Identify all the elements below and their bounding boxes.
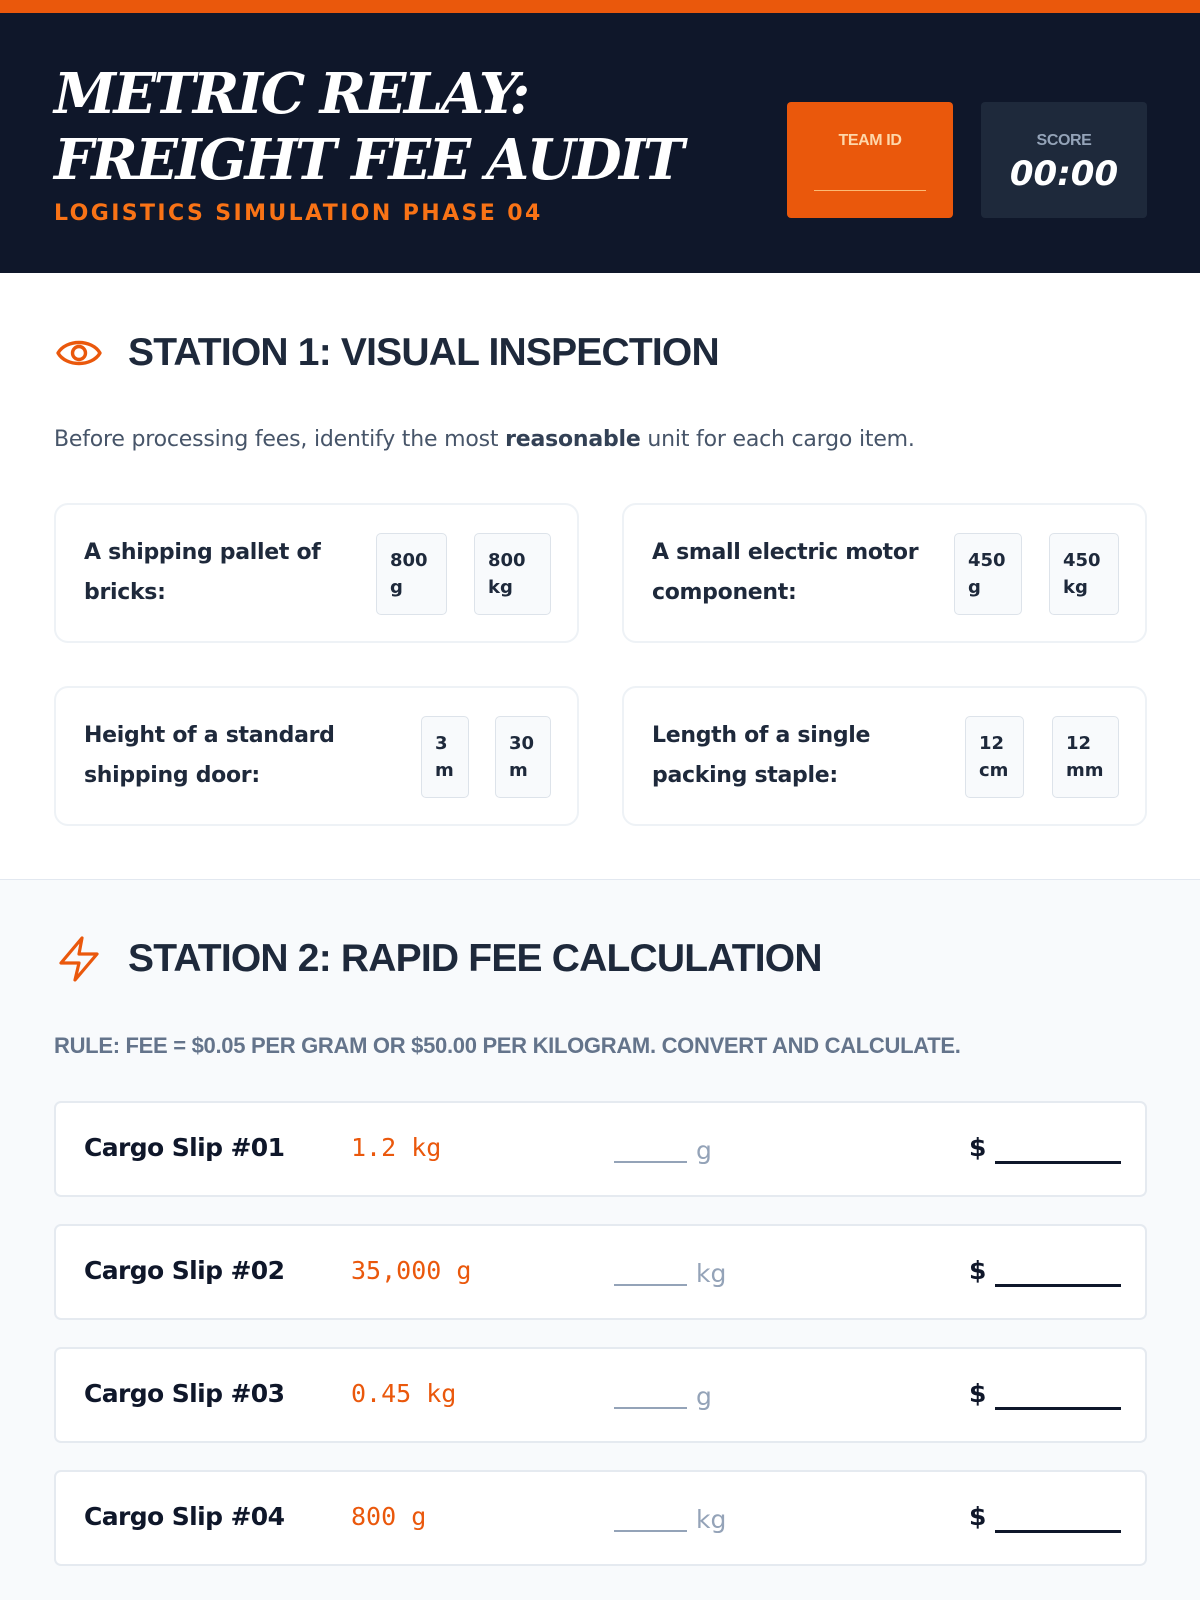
fee-input[interactable] xyxy=(995,1407,1121,1410)
unit-option[interactable] xyxy=(474,533,551,615)
unit-option[interactable] xyxy=(965,716,1024,798)
team-id-label: TEAM ID xyxy=(838,132,902,149)
station-2-heading xyxy=(54,934,822,984)
inspection-question: A shipping pallet of bricks: xyxy=(84,540,321,605)
inspection-card xyxy=(54,503,579,643)
slip-value: 800 g xyxy=(351,1502,427,1531)
unit-option[interactable] xyxy=(1049,533,1119,615)
option-number: 800 xyxy=(390,550,428,571)
score-box xyxy=(981,102,1147,218)
option-number: 12 xyxy=(979,733,1005,754)
lightning-icon xyxy=(54,934,104,984)
option-unit: m xyxy=(435,760,454,781)
option-number: 30 xyxy=(509,733,535,754)
intro-text-end: unit for each cargo item. xyxy=(640,427,915,452)
station-1-instructions xyxy=(54,427,915,452)
dollar-sign: $ xyxy=(969,1133,987,1162)
target-unit: kg xyxy=(696,1505,727,1534)
conversion-input[interactable] xyxy=(614,1161,687,1163)
station-1-title: STATION 1: VISUAL INSPECTION xyxy=(128,331,719,374)
slip-name: Cargo Slip #03 xyxy=(84,1379,285,1408)
unit-option[interactable] xyxy=(376,533,447,615)
unit-option[interactable] xyxy=(954,533,1022,615)
option-unit: kg xyxy=(488,577,513,598)
fee-input[interactable] xyxy=(995,1161,1121,1164)
station-2-title: STATION 2: RAPID FEE CALCULATION xyxy=(128,937,822,980)
option-number: 800 xyxy=(488,550,526,571)
eye-icon xyxy=(54,328,104,378)
slip-value: 0.45 kg xyxy=(351,1379,457,1408)
dollar-sign: $ xyxy=(969,1502,987,1531)
option-number: 450 xyxy=(1063,550,1101,571)
station-1-section xyxy=(0,273,1200,880)
option-unit: m xyxy=(509,760,528,781)
fee-input[interactable] xyxy=(995,1530,1121,1533)
option-unit: cm xyxy=(979,760,1009,781)
option-number: 12 xyxy=(1066,733,1092,754)
top-accent-bar xyxy=(0,0,1200,13)
unit-option[interactable] xyxy=(421,716,469,798)
intro-emphasis: reasonable xyxy=(505,427,641,452)
fee-input[interactable] xyxy=(995,1284,1121,1287)
inspection-card xyxy=(622,686,1147,826)
unit-option[interactable] xyxy=(1052,716,1119,798)
conversion-input[interactable] xyxy=(614,1407,687,1409)
option-unit: g xyxy=(390,577,403,598)
station-1-heading xyxy=(54,328,719,378)
cargo-slip-row xyxy=(54,1470,1147,1566)
slip-name: Cargo Slip #02 xyxy=(84,1256,285,1285)
page-subtitle: LOGISTICS SIMULATION PHASE 04 xyxy=(54,201,543,226)
cargo-slip-row xyxy=(54,1224,1147,1320)
conversion-input[interactable] xyxy=(614,1530,687,1532)
target-unit: g xyxy=(696,1382,712,1411)
inspection-question: A small electric motor component: xyxy=(652,540,919,605)
option-unit: g xyxy=(968,577,981,598)
dollar-sign: $ xyxy=(969,1256,987,1285)
option-number: 3 xyxy=(435,733,448,754)
slip-name: Cargo Slip #04 xyxy=(84,1502,285,1531)
slip-value: 35,000 g xyxy=(351,1256,472,1285)
team-id-input-line[interactable] xyxy=(814,190,926,191)
page-title: METRIC RELAY: FREIGHT FEE AUDIT xyxy=(54,61,682,193)
unit-option[interactable] xyxy=(495,716,551,798)
cargo-slip-row xyxy=(54,1101,1147,1197)
target-unit: kg xyxy=(696,1259,727,1288)
inspection-question: Length of a single packing staple: xyxy=(652,723,871,788)
option-number: 450 xyxy=(968,550,1006,571)
intro-text: Before processing fees, identify the most xyxy=(54,427,506,452)
target-unit: g xyxy=(696,1136,712,1165)
option-unit: mm xyxy=(1066,760,1104,781)
inspection-card xyxy=(622,503,1147,643)
cargo-slip-row xyxy=(54,1347,1147,1443)
slip-name: Cargo Slip #01 xyxy=(84,1133,285,1162)
inspection-question: Height of a standard shipping door: xyxy=(84,723,335,788)
page-header xyxy=(0,13,1200,273)
dollar-sign: $ xyxy=(969,1379,987,1408)
score-value: 00:00 xyxy=(1009,154,1119,194)
inspection-card xyxy=(54,686,579,826)
station-2-section xyxy=(0,880,1200,1600)
slip-value: 1.2 kg xyxy=(351,1133,442,1162)
score-label: SCORE xyxy=(1036,132,1092,149)
team-id-box[interactable] xyxy=(787,102,953,218)
conversion-input[interactable] xyxy=(614,1284,687,1286)
option-unit: kg xyxy=(1063,577,1088,598)
fee-rule: RULE: FEE = $0.05 PER GRAM OR $50.00 PER KILOGRAM. CONVERT AND CALCULATE. xyxy=(54,1033,961,1058)
